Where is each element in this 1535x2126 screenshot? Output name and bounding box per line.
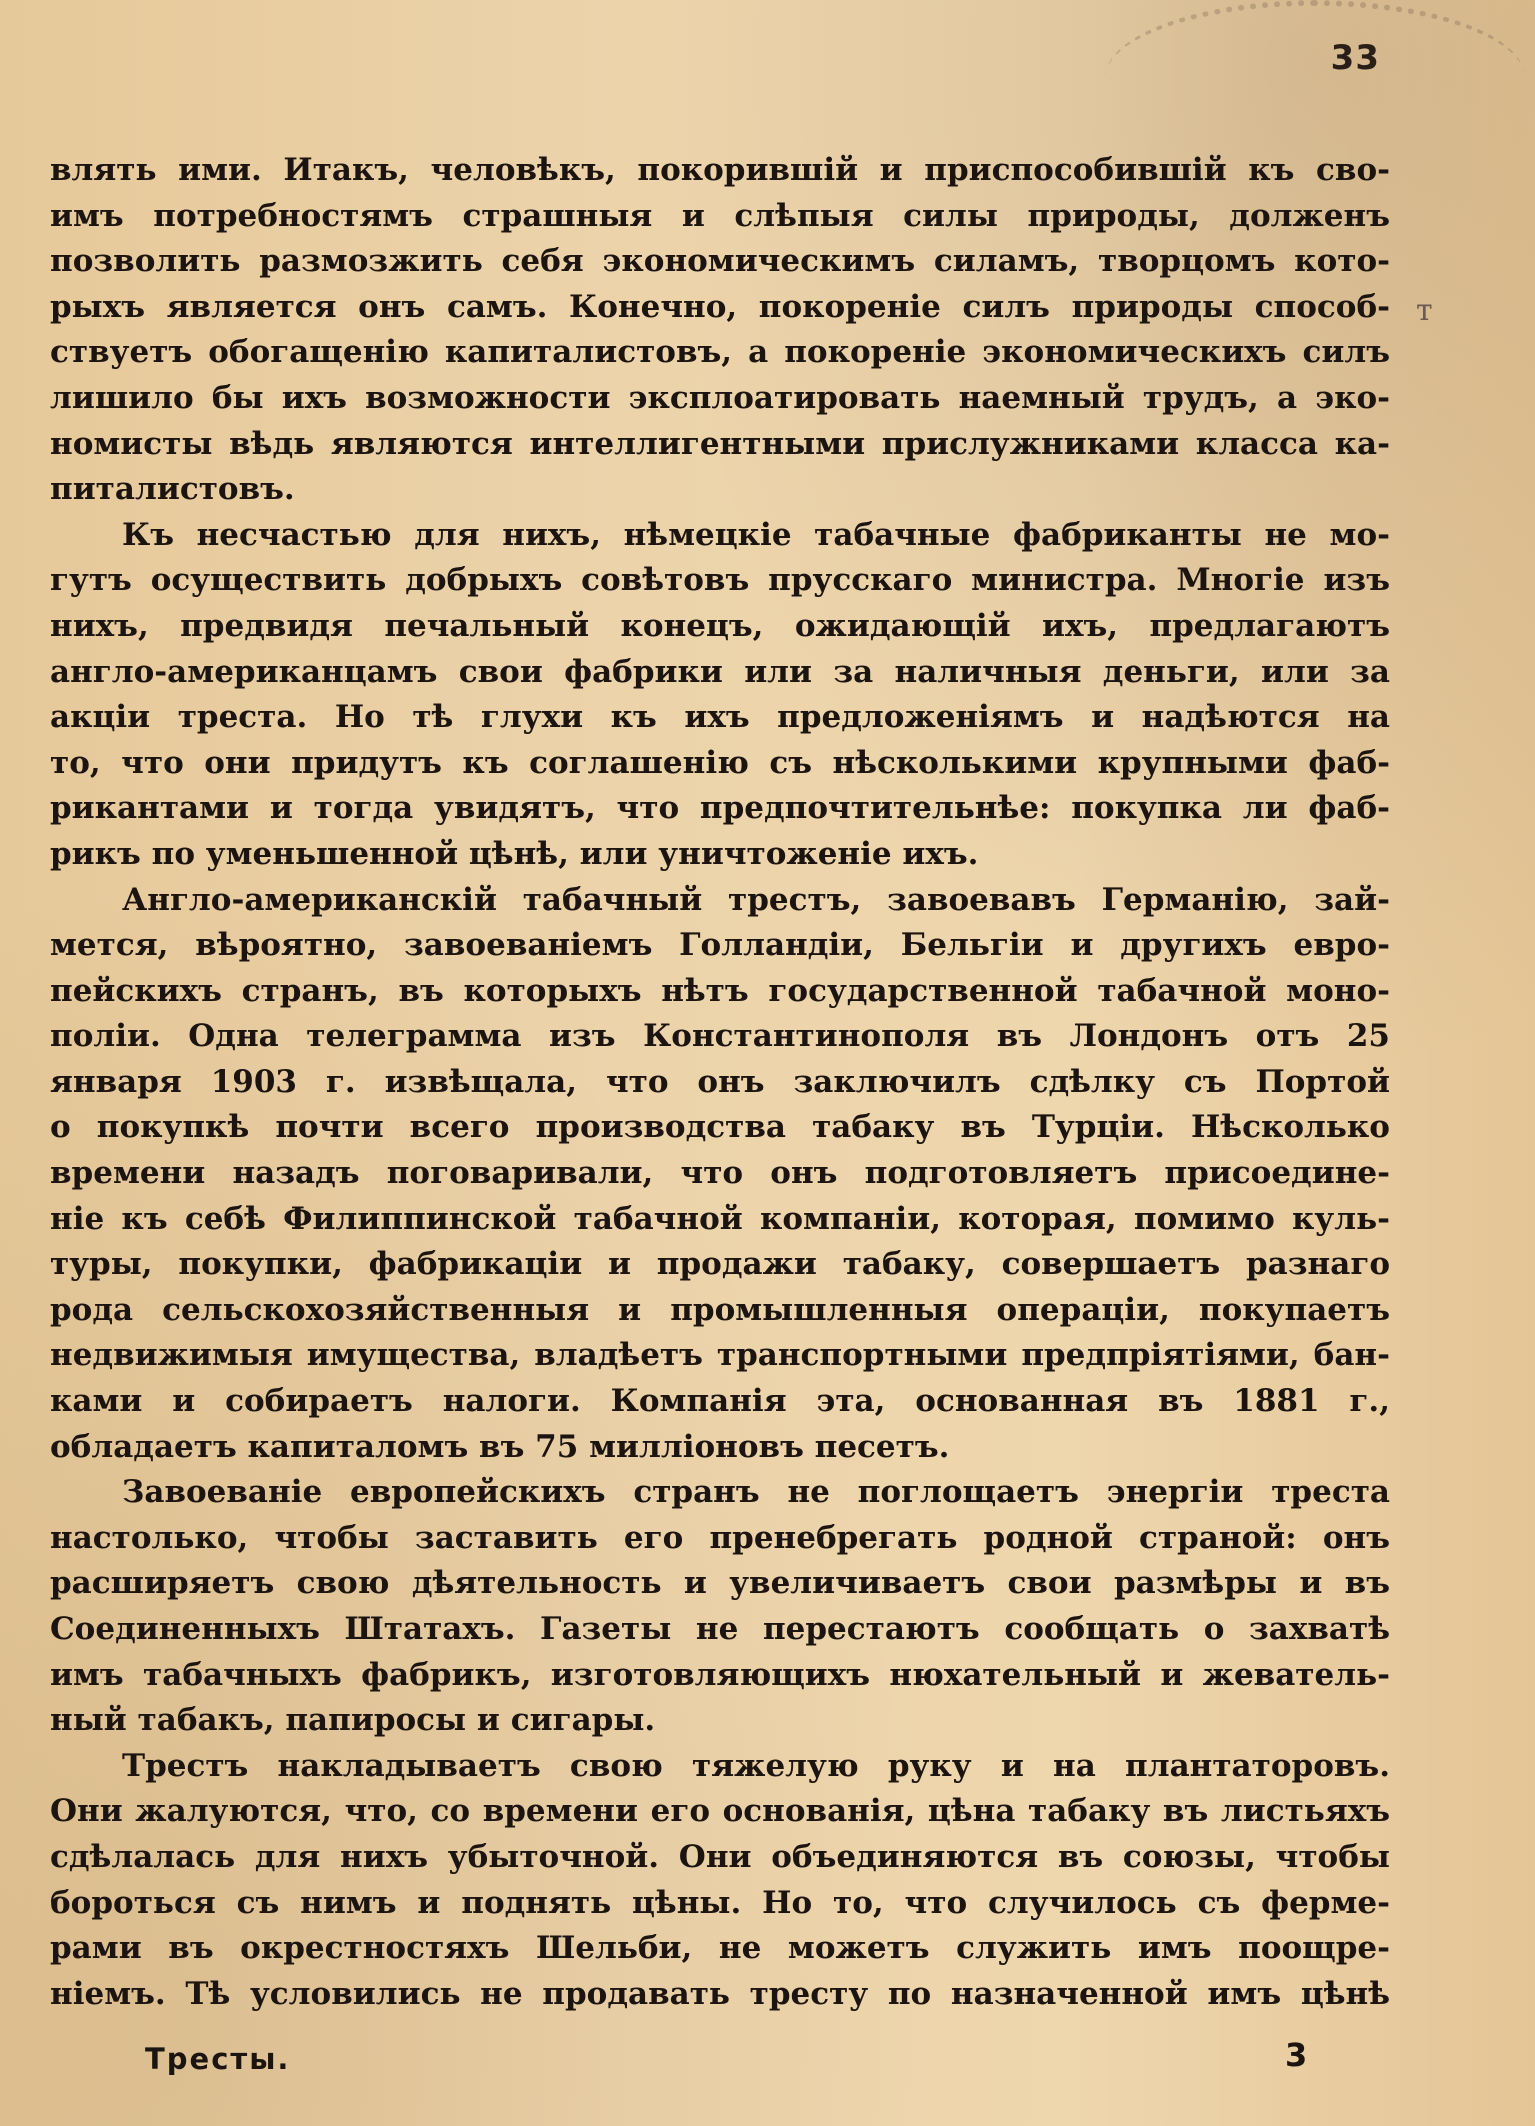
text-line: Къ несчастью для нихъ, нѣмецкіе табачные фабриканты не мо- xyxy=(122,516,1390,553)
main-text xyxy=(50,148,1390,2017)
text-line: позволить размозжить себя экономическимъ силамъ, творцомъ кото- xyxy=(50,243,1390,280)
text-line: мется, вѣроятно, завоеваніемъ Голландіи, Бельгіи и другихъ евро- xyxy=(50,927,1390,964)
text-line: настолько, чтобы заставить его пренебрегать родной страной: онъ xyxy=(50,1519,1390,1556)
text-line: Англо-американскій табачный трестъ, завоевавъ Германію, зай- xyxy=(122,881,1390,918)
text-line: англо-американцамъ свои фабрики или за наличныя деньги, или за xyxy=(50,653,1390,690)
text-line: рыхъ является онъ самъ. Конечно, покореніе силъ природы способ- xyxy=(50,288,1390,325)
text-line: ками и собираетъ налоги. Компанія эта, основанная въ 1881 г., xyxy=(50,1383,1390,1420)
text-line: влять ими. Итакъ, человѣкъ, покорившій и приспособившій къ сво- xyxy=(50,152,1390,188)
text-line: бороться съ нимъ и поднять цѣны. Но то, что случилось съ ферме- xyxy=(50,1884,1390,1921)
text-line: нихъ, предвидя печальный конецъ, ожидающій ихъ, предлагаютъ xyxy=(50,607,1390,644)
text-line: рами въ окрестностяхъ Шельби, не можетъ служить имъ поощре- xyxy=(50,1930,1390,1967)
footer-sheet-number: 3 xyxy=(1285,2036,1308,2074)
text-line: января 1903 г. извѣщала, что онъ заключилъ сдѣлку съ Портой xyxy=(50,1063,1390,1100)
footer-signature: Тресты. xyxy=(145,2042,291,2076)
margin-mark: т xyxy=(1416,293,1433,328)
text-line: то, что они придутъ къ соглашенію съ нѣсколькими крупными фаб- xyxy=(50,744,1390,781)
text-line: имъ потребностямъ страшныя и слѣпыя силы природы, долженъ xyxy=(50,197,1390,234)
text-line: акціи треста. Но тѣ глухи къ ихъ предложеніямъ и надѣются на xyxy=(50,699,1390,736)
text-line: поліи. Одна телеграмма изъ Константинополя въ Лондонъ отъ 25 xyxy=(50,1018,1390,1055)
text-line: ніемъ. Тѣ условились не продавать тресту по назначенной имъ цѣнѣ xyxy=(50,1975,1390,2012)
text-line: недвижимыя имущества, владѣетъ транспортными предпріятіями, бан- xyxy=(50,1337,1390,1374)
text-line: туры, покупки, фабрикаціи и продажи табаку, совершаетъ разнаго xyxy=(50,1246,1390,1283)
text-line: ный табакъ, папиросы и сигары. xyxy=(50,1702,656,1739)
text-line: Завоеваніе европейскихъ странъ не поглощаетъ энергіи треста xyxy=(122,1474,1390,1511)
text-line: гутъ осуществить добрыхъ совѣтовъ прусскаго министра. Многіе изъ xyxy=(50,562,1390,599)
text-line: рикантами и тогда увидятъ, что предпочтительнѣе: покупка ли фаб- xyxy=(50,790,1390,827)
text-line: сдѣлалась для нихъ убыточной. Они объединяются въ союзы, чтобы xyxy=(50,1838,1390,1875)
text-line: Соединенныхъ Штатахъ. Газеты не перестаютъ сообщать о захватѣ xyxy=(50,1611,1390,1647)
text-line: номисты вѣдь являются интеллигентными прислужниками класса ка- xyxy=(50,425,1390,462)
text-line: имъ табачныхъ фабрикъ, изготовляющихъ нюхательный и жеватель- xyxy=(50,1656,1390,1693)
text-line: Они жалуются, что, со времени его основанія, цѣна табаку въ листьяхъ xyxy=(50,1793,1390,1830)
page-number: 33 xyxy=(1330,38,1380,78)
text-line: рода сельскохозяйственныя и промышленныя операціи, покупаетъ xyxy=(50,1291,1390,1328)
text-line: лишило бы ихъ возможности эксплоатировать наемный трудъ, а эко- xyxy=(50,379,1390,416)
text-line: обладаетъ капиталомъ въ 75 милліоновъ песетъ. xyxy=(50,1428,950,1465)
text-line: ствуетъ обогащенію капиталистовъ, а покореніе экономическихъ силъ xyxy=(50,334,1390,371)
library-stamp xyxy=(1105,0,1525,156)
text-line: рикъ по уменьшенной цѣнѣ, или уничтоженіе ихъ. xyxy=(50,835,979,872)
text-line: расширяетъ свою дѣятельность и увеличиваетъ свои размѣры и въ xyxy=(50,1565,1390,1602)
text-line: пейскихъ странъ, въ которыхъ нѣтъ государственной табачной моно- xyxy=(50,972,1390,1009)
text-line: времени назадъ поговаривали, что онъ подготовляетъ присоедине- xyxy=(50,1155,1390,1192)
text-line: питалистовъ. xyxy=(50,471,295,508)
text-line: Трестъ накладываетъ свою тяжелую руку и на плантаторовъ. xyxy=(122,1747,1390,1784)
text-line: ніе къ себѣ Филиппинской табачной компаніи, которая, помимо куль- xyxy=(50,1200,1390,1237)
text-line: о покупкѣ почти всего производства табаку въ Турціи. Нѣсколько xyxy=(50,1109,1390,1146)
